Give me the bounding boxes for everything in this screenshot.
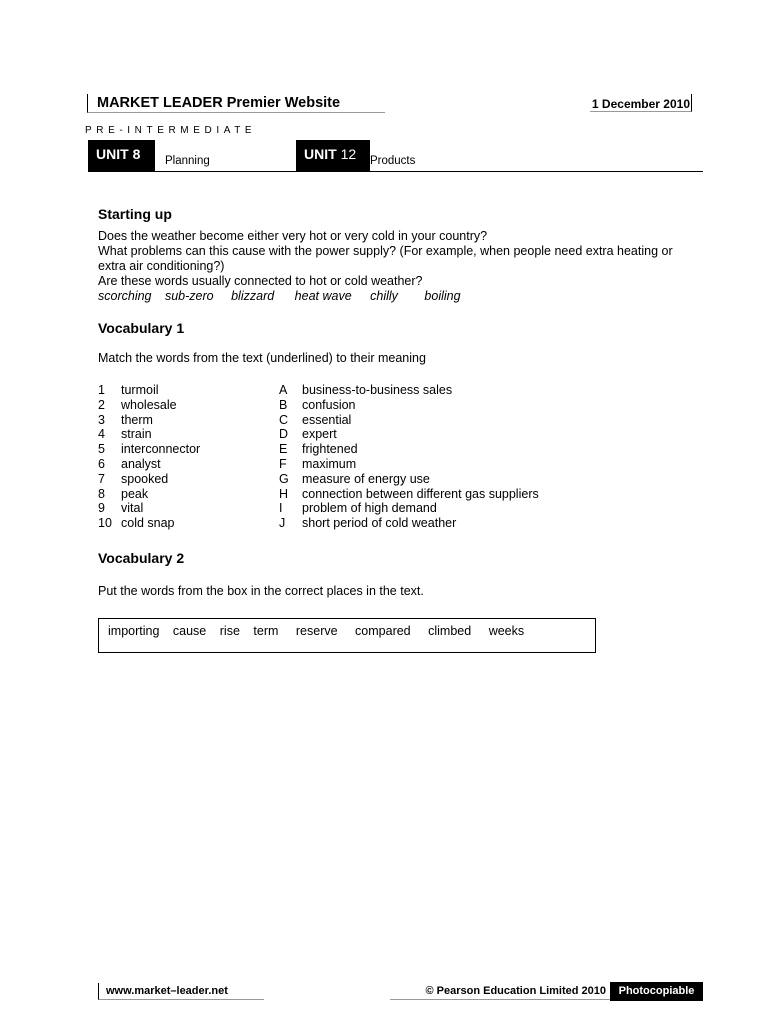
item-number: 10 bbox=[98, 516, 112, 531]
unit-number: 8 bbox=[132, 146, 141, 162]
item-letter: E bbox=[279, 442, 288, 457]
item-word: cold snap bbox=[121, 516, 175, 531]
item-meaning: connection between different gas suppliers bbox=[302, 486, 539, 501]
starting-up-text bbox=[98, 229, 708, 304]
item-word: strain bbox=[121, 427, 152, 442]
item-number: 2 bbox=[98, 397, 105, 412]
weather-word: boiling bbox=[424, 289, 461, 303]
section-title-vocabulary-1: Vocabulary 1 bbox=[98, 320, 185, 336]
item-word: wholesale bbox=[121, 397, 177, 412]
list-item bbox=[0, 472, 768, 487]
box-word: term bbox=[253, 624, 279, 638]
item-letter: B bbox=[279, 397, 288, 412]
item-word: peak bbox=[121, 486, 149, 501]
list-item bbox=[0, 457, 768, 472]
list-item bbox=[0, 398, 768, 413]
item-number: 6 bbox=[98, 456, 105, 471]
list-item bbox=[0, 516, 768, 531]
document-date: 1 December 2010 bbox=[590, 94, 692, 112]
item-word: turmoil bbox=[121, 383, 159, 397]
item-letter: I bbox=[279, 501, 283, 516]
box-word: cause bbox=[172, 624, 207, 638]
level-label: PRE-INTERMEDIATE bbox=[85, 125, 257, 136]
item-number: 1 bbox=[98, 383, 105, 397]
item-meaning: short period of cold weather bbox=[302, 516, 457, 531]
footer-copyright: © Pearson Education Limited 2010 bbox=[390, 983, 610, 1000]
item-letter: J bbox=[279, 516, 286, 531]
paragraph-line: Are these words usually connected to hot or cold weather? bbox=[98, 274, 423, 288]
document-title: MARKET LEADER Premier Website bbox=[87, 94, 385, 113]
box-word: compared bbox=[355, 624, 411, 638]
item-letter: G bbox=[279, 471, 289, 486]
weather-word: scorching bbox=[98, 289, 152, 303]
weather-word: heat wave bbox=[294, 289, 352, 303]
paragraph-line: Does the weather become either very hot or very cold in your country? bbox=[98, 229, 488, 243]
box-word: importing bbox=[108, 624, 160, 638]
footer-website: www.market–leader.net bbox=[98, 983, 264, 1000]
item-letter: C bbox=[279, 412, 289, 427]
list-item bbox=[0, 383, 768, 398]
vocabulary-1-list bbox=[0, 383, 768, 531]
unit-box-1 bbox=[88, 140, 155, 171]
weather-word: chilly bbox=[370, 289, 398, 303]
box-word: climbed bbox=[428, 624, 472, 638]
item-number: 9 bbox=[98, 501, 105, 516]
unit-word: UNIT bbox=[96, 146, 129, 162]
item-meaning: frightened bbox=[302, 442, 358, 457]
unit-box-2 bbox=[296, 140, 370, 171]
box-word: reserve bbox=[295, 624, 338, 638]
item-word: spooked bbox=[121, 471, 169, 486]
box-word: rise bbox=[219, 624, 240, 638]
section-title-vocabulary-2: Vocabulary 2 bbox=[98, 550, 185, 566]
unit-topic-2: Products bbox=[370, 155, 416, 167]
item-word: therm bbox=[121, 412, 153, 427]
unit-bar bbox=[88, 140, 703, 172]
list-item bbox=[0, 501, 768, 516]
item-meaning: measure of energy use bbox=[302, 471, 430, 486]
section-title-starting-up: Starting up bbox=[98, 206, 172, 222]
item-number: 8 bbox=[98, 486, 105, 501]
item-number: 7 bbox=[98, 471, 105, 486]
vocabulary-1-instruction: Match the words from the text (underlined) to their meaning bbox=[98, 351, 426, 365]
unit-topic-1: Planning bbox=[165, 155, 210, 167]
item-letter: D bbox=[279, 427, 289, 442]
weather-words bbox=[98, 289, 708, 304]
weather-word: sub-zero bbox=[164, 289, 214, 303]
item-letter: H bbox=[279, 486, 289, 501]
list-item bbox=[0, 487, 768, 502]
item-word: interconnector bbox=[121, 442, 201, 457]
list-item bbox=[0, 442, 768, 457]
unit-word: UNIT bbox=[304, 146, 337, 162]
list-item bbox=[0, 427, 768, 442]
word-box bbox=[98, 618, 596, 653]
item-meaning: essential bbox=[302, 412, 352, 427]
item-number: 5 bbox=[98, 442, 105, 457]
item-letter: A bbox=[279, 383, 288, 397]
paragraph-line: extra air conditioning?) bbox=[98, 259, 225, 273]
vocabulary-2-instruction: Put the words from the box in the correct places in the text. bbox=[98, 584, 424, 598]
list-item bbox=[0, 413, 768, 428]
item-word: vital bbox=[121, 501, 144, 516]
photocopiable-badge: Photocopiable bbox=[610, 982, 703, 1001]
paragraph-line: What problems can this cause with the power supply? (For example, when people need extra heating or bbox=[98, 244, 673, 258]
item-number: 3 bbox=[98, 412, 105, 427]
item-number: 4 bbox=[98, 427, 105, 442]
item-meaning: problem of high demand bbox=[302, 501, 437, 516]
item-meaning: confusion bbox=[302, 397, 356, 412]
unit-number: 12 bbox=[340, 146, 357, 162]
item-meaning: maximum bbox=[302, 456, 357, 471]
item-word: analyst bbox=[121, 456, 161, 471]
weather-word: blizzard bbox=[231, 289, 275, 303]
box-word: weeks bbox=[488, 624, 525, 638]
item-letter: F bbox=[279, 456, 287, 471]
item-meaning: expert bbox=[302, 427, 337, 442]
item-meaning: business-to-business sales bbox=[302, 383, 453, 397]
